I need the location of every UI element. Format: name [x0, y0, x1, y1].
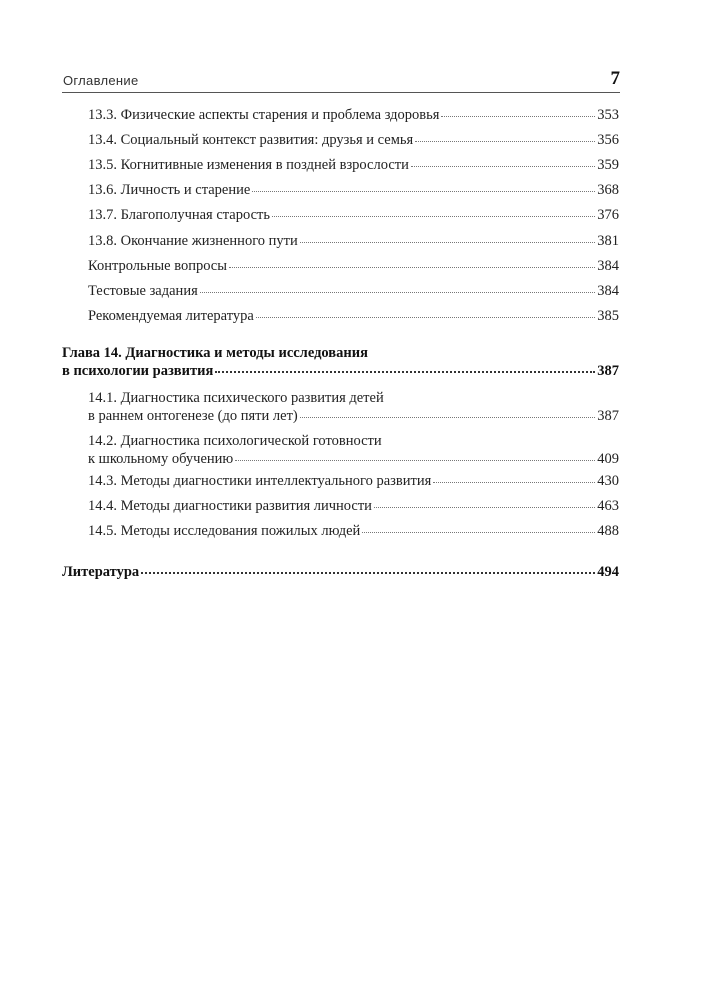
- toc-entry-title-line1: 14.2. Диагностика психологической готовности: [88, 433, 382, 449]
- running-header: [62, 66, 620, 93]
- toc-entry-page: 368: [597, 182, 619, 198]
- toc-entry-title: 13.4. Социальный контекст развития: друзья и семья: [88, 132, 414, 148]
- toc-entry-title-line1: Глава 14. Диагностика и методы исследования: [62, 345, 368, 361]
- toc-entry-title: 13.6. Личность и старение: [88, 182, 251, 198]
- toc-entry-page: 376: [597, 207, 619, 223]
- toc-entry-page: 385: [597, 308, 619, 324]
- toc-entry-14-2[interactable]: [88, 432, 619, 468]
- toc-entry-title: 14.3. Методы диагностики интеллектуального развития: [88, 473, 432, 489]
- dot-leader: [141, 571, 595, 574]
- page-number: 7: [610, 68, 620, 89]
- toc-entry-title: Тестовые задания: [88, 283, 198, 299]
- toc-entry-title: 13.7. Благополучная старость: [88, 207, 270, 223]
- toc-entry-title: 14.5. Методы исследования пожилых людей: [88, 523, 361, 539]
- toc-entry-13-4[interactable]: [88, 131, 619, 149]
- toc-entry-13-7[interactable]: [88, 206, 619, 224]
- toc-entry-page: 409: [597, 451, 619, 467]
- toc-entry-title-line1: 14.1. Диагностика психического развития детей: [88, 390, 384, 406]
- dot-leader: [229, 266, 595, 268]
- toc-entry-title: 13.5. Когнитивные изменения в поздней взрослости: [88, 157, 409, 173]
- toc-entry-recommended-literature[interactable]: [88, 307, 619, 325]
- dot-leader: [235, 459, 595, 461]
- toc-entry-14-3[interactable]: [88, 472, 619, 490]
- dot-leader: [415, 140, 595, 142]
- toc-entry-13-3[interactable]: [88, 106, 619, 124]
- toc-entry-page: 381: [597, 233, 619, 249]
- toc-entry-13-8[interactable]: [88, 232, 619, 250]
- dot-leader: [272, 215, 595, 217]
- toc-entry-14-4[interactable]: [88, 497, 619, 515]
- header-title: Оглавление: [63, 73, 139, 88]
- toc-entry-literature[interactable]: [62, 563, 619, 581]
- dot-leader: [441, 115, 595, 117]
- toc-entry-title: к школьному обучению: [88, 451, 234, 467]
- dot-leader: [300, 241, 595, 243]
- toc-entry-page: 353: [597, 107, 619, 123]
- toc-entry-page: 430: [597, 473, 619, 489]
- dot-leader: [215, 370, 595, 373]
- toc-entry-page: 384: [597, 283, 619, 299]
- toc-entry-page: 387: [597, 408, 619, 424]
- toc-entry-page: 494: [597, 564, 619, 580]
- toc-entry-page: 463: [597, 498, 619, 514]
- toc-entry-13-6[interactable]: [88, 181, 619, 199]
- toc-entry-13-5[interactable]: [88, 156, 619, 174]
- dot-leader: [362, 531, 595, 533]
- dot-leader: [252, 190, 595, 192]
- toc-entry-title: 13.3. Физические аспекты старения и проблема здоровья: [88, 107, 440, 123]
- toc-entry-page: 387: [597, 363, 619, 379]
- toc-entry-14-5[interactable]: [88, 522, 619, 540]
- toc-entry-title: Рекомендуемая литература: [88, 308, 254, 324]
- toc-entry-page: 356: [597, 132, 619, 148]
- dot-leader: [200, 291, 596, 293]
- toc-chapter-14[interactable]: [62, 344, 619, 380]
- dot-leader: [300, 416, 596, 418]
- dot-leader: [374, 506, 595, 508]
- toc-entry-title: Литература: [62, 564, 140, 580]
- toc-entry-page: 359: [597, 157, 619, 173]
- toc-entry-title: 14.4. Методы диагностики развития личности: [88, 498, 372, 514]
- toc-entry-page: 488: [597, 523, 619, 539]
- toc-entry-page: 384: [597, 258, 619, 274]
- dot-leader: [411, 165, 595, 167]
- dot-leader: [433, 481, 595, 483]
- toc-entry-title: в психологии развития: [62, 363, 214, 379]
- toc-entry-title: 13.8. Окончание жизненного пути: [88, 233, 298, 249]
- toc-entry-title: в раннем онтогенезе (до пяти лет): [88, 408, 298, 424]
- toc-entry-title: Контрольные вопросы: [88, 258, 227, 274]
- toc-entry-control-questions[interactable]: [88, 257, 619, 275]
- toc-entry-14-1[interactable]: [88, 389, 619, 425]
- toc-entry-test-tasks[interactable]: [88, 282, 619, 300]
- dot-leader: [256, 316, 595, 318]
